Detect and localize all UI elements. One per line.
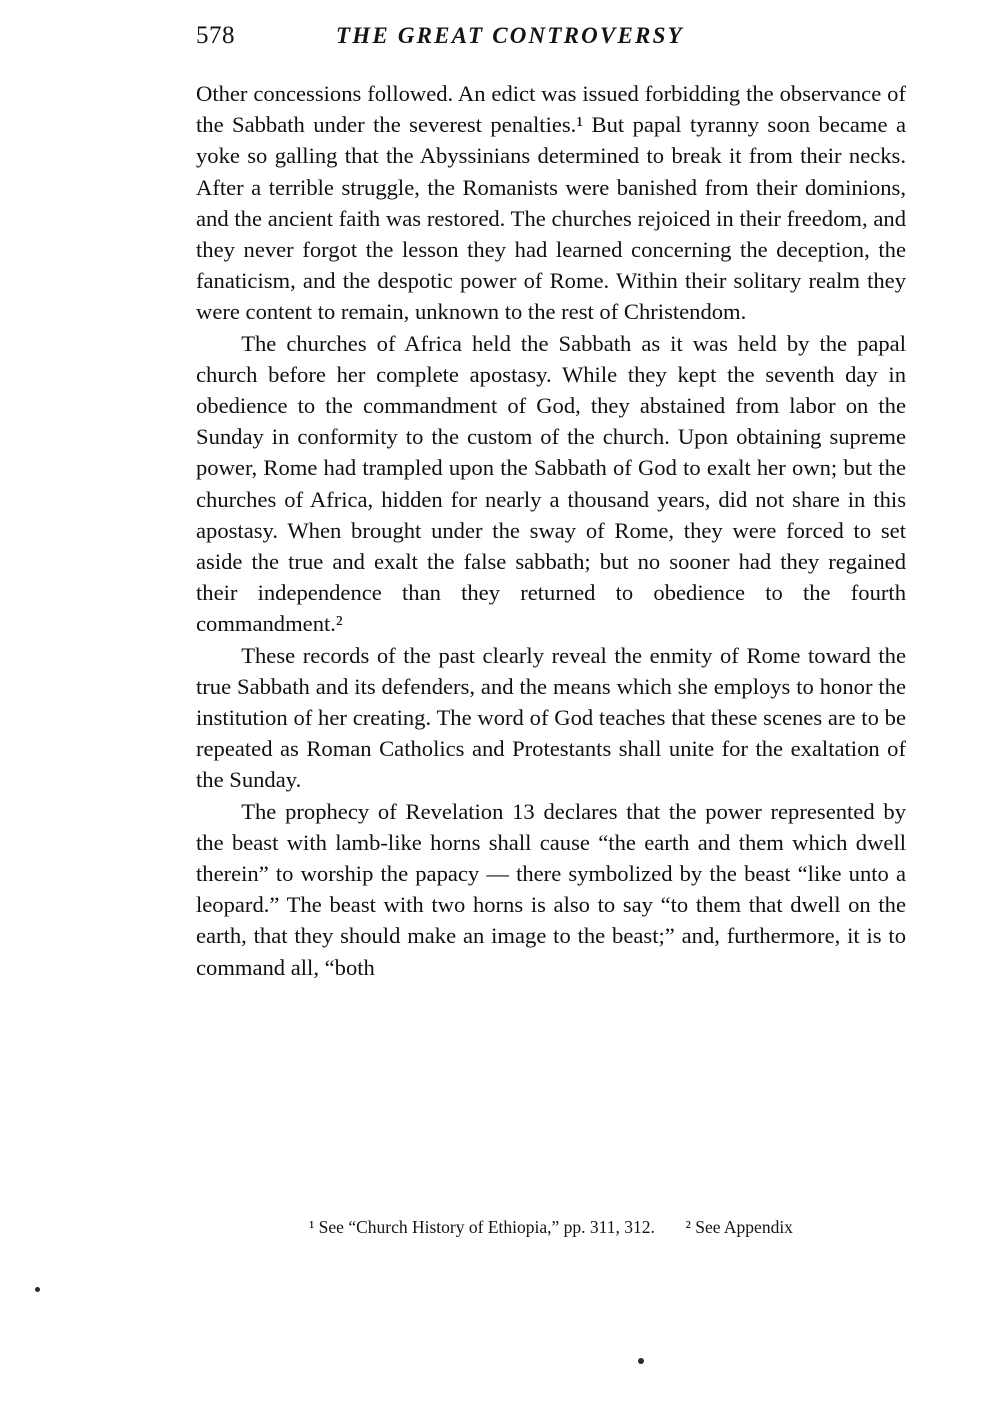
footnote-1: ¹ See “Church History of Ethiopia,” pp. 311, 312.: [309, 1217, 655, 1237]
footnote-area: [196, 1216, 906, 1238]
page-header: [196, 22, 906, 56]
paragraph: The churches of Africa held the Sabbath as it was held by the papal church before her complete apostasy. While they kept the seventh day in obedience to the commandment of God, they abstained from labor on the Sunday in conformity to the custom of the church. Upon obtaining supreme power, Rome had trampled upon the Sabbath of God to exalt her own; but the churches of Africa, hidden for nearly a thousand years, did not share in this apostasy. When brought under the sway of Rome, they were forced to set aside the true and exalt the false sabbath; but no sooner had they regained their independence than they returned to obedience to the fourth commandment.²: [196, 330, 906, 637]
paragraph: Other concessions followed. An edict was issued forbidding the observance of the Sabbath under the severest penalties.¹ But papal tyranny soon became a yoke so galling that the Abyssinians determined to break it from their necks. After a terrible struggle, the Romanists were banished from their dominions, and the ancient faith was restored. The churches rejoiced in their freedom, and they never forgot the lesson they had learned concerning the deception, the fanaticism, and the despotic power of Rome. Within their solitary realm they were content to remain, unknown to the rest of Christendom.: [196, 81, 906, 325]
page-body: [196, 78, 906, 983]
running-title: THE GREAT CONTROVERSY: [336, 23, 684, 48]
page-speck: [638, 1358, 644, 1364]
paragraph: The prophecy of Revelation 13 declares that the power represented by the beast with lamb-like horns shall cause “the earth and them which dwell therein” to worship the papacy — there symbolized by the beast “like unto a leopard.” The beast with two horns is also to say “to them that dwell on the earth, that they should make an image to the beast;” and, furthermore, it is to command all, “both: [196, 798, 906, 980]
page-speck: [35, 1287, 40, 1292]
footnote-2: ² See Appendix: [685, 1217, 793, 1237]
paragraph: These records of the past clearly reveal the enmity of Rome toward the true Sabbath and its defenders, and the means which she employs to honor the institution of her creating. The word of God teaches that these scenes are to be repeated as Roman Catholics and Protestants shall unite for the exaltation of the Sunday.: [196, 642, 906, 793]
page-number: 578: [196, 22, 235, 49]
